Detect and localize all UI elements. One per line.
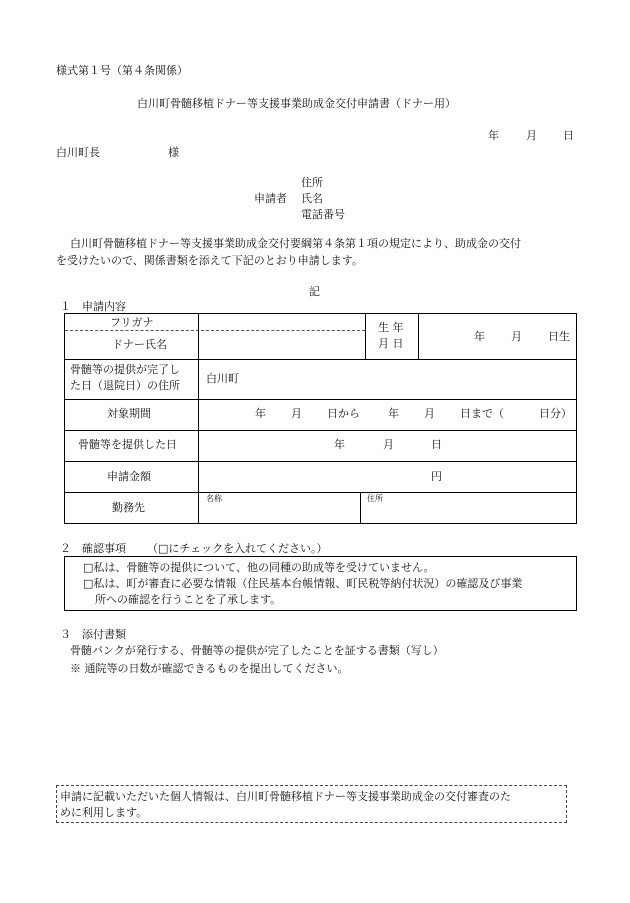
applicant-phone-label: 電話番号 [301, 208, 345, 221]
section-1-heading: １ 申請内容 [60, 300, 126, 313]
period-label: 対象期間 [107, 407, 151, 420]
privacy-notice [56, 785, 567, 823]
addressee-name: 白川町長 [56, 146, 100, 159]
workplace-label: 勤務先 [112, 501, 145, 514]
period-start-year: 年 [255, 407, 266, 420]
donated-month: 月 [383, 438, 394, 451]
workplace-address-label: 住所 [367, 494, 383, 503]
applicant-label: 申請者 [254, 192, 287, 205]
section-3-heading: ３ 添付書類 [60, 628, 126, 641]
confirmation-box [64, 556, 577, 611]
attached-document: 骨髄バンクが発行する、骨髄等の提供が完了したことを証する書類（写し） [70, 644, 444, 657]
donated-date-label: 骨髄等を提供した日 [78, 438, 177, 451]
date-month: 月 [526, 129, 537, 142]
confirmation-item-2[interactable]: □私は、町が審査に必要な情報（住民基本台帳情報、町民税等納付状況）の確認及び事業 [83, 577, 523, 590]
applicant-address-label: 住所 [301, 176, 323, 189]
address-label-line-2: た日（退院日）の住所 [70, 379, 180, 392]
amount-unit: 円 [431, 470, 442, 483]
body-text-line-2: を受けたいので、関係書類を添えて下記のとおり申請します。 [56, 254, 363, 267]
application-table [64, 313, 577, 524]
period-start-day: 日から [327, 407, 360, 420]
privacy-notice-line-2: めに利用します。 [60, 806, 148, 819]
birth-label-line-1: 生 年 [378, 321, 404, 334]
confirmation-item-1[interactable]: □私は、骨髄等の提供について、他の同種の助成等を受けていません。 [83, 561, 435, 574]
section-2-heading: ２ 確認事項 [60, 542, 126, 555]
birth-year: 年 [474, 330, 485, 343]
address-label-line-1: 骨髄等の提供が完了し [70, 363, 180, 376]
donor-name-label: ドナー氏名 [112, 338, 167, 351]
date-day: 日 [563, 129, 574, 142]
furigana-label: フリガナ [110, 316, 154, 329]
applicant-name-label: 氏名 [301, 192, 323, 205]
period-end-month: 月 [424, 407, 435, 420]
body-text-line-1: 白川町骨髄移植ドナー等支援事業助成金交付要綱第４条第１項の規定により、助成金の交付 [70, 237, 521, 250]
period-start-month: 月 [291, 407, 302, 420]
period-days: 日分） [539, 407, 572, 420]
date-year: 年 [488, 129, 499, 142]
addressee-honorific: 様 [168, 146, 179, 159]
ki-label: 記 [309, 285, 320, 298]
birth-month: 月 [511, 330, 522, 343]
period-end-year: 年 [388, 407, 399, 420]
confirmation-item-2-continued: 所への確認を行うことを了承します。 [95, 593, 282, 606]
period-end-day: 日まで（ [460, 407, 504, 420]
workplace-name-label: 名称 [206, 494, 222, 503]
birth-day: 日生 [548, 330, 570, 343]
amount-label: 申請金額 [107, 470, 151, 483]
address-value: 白川町 [206, 372, 239, 385]
privacy-notice-line-1: 申請に記載いただいた個人情報は、白川町骨髄移植ドナー等支援事業助成金の交付審査のた [60, 790, 511, 803]
section-2-instruction: （□にチェックを入れてください。） [147, 542, 328, 555]
donated-day: 日 [431, 438, 442, 451]
donated-year: 年 [334, 438, 345, 451]
form-title: 白川町骨髄移植ドナー等支援事業助成金交付申請書（ドナー用） [137, 97, 456, 110]
birth-label-line-2: 月 日 [378, 337, 404, 350]
form-number: 様式第１号（第４条関係） [56, 64, 188, 77]
attached-note: ※ 通院等の日数が確認できるものを提出してください。 [70, 662, 349, 675]
